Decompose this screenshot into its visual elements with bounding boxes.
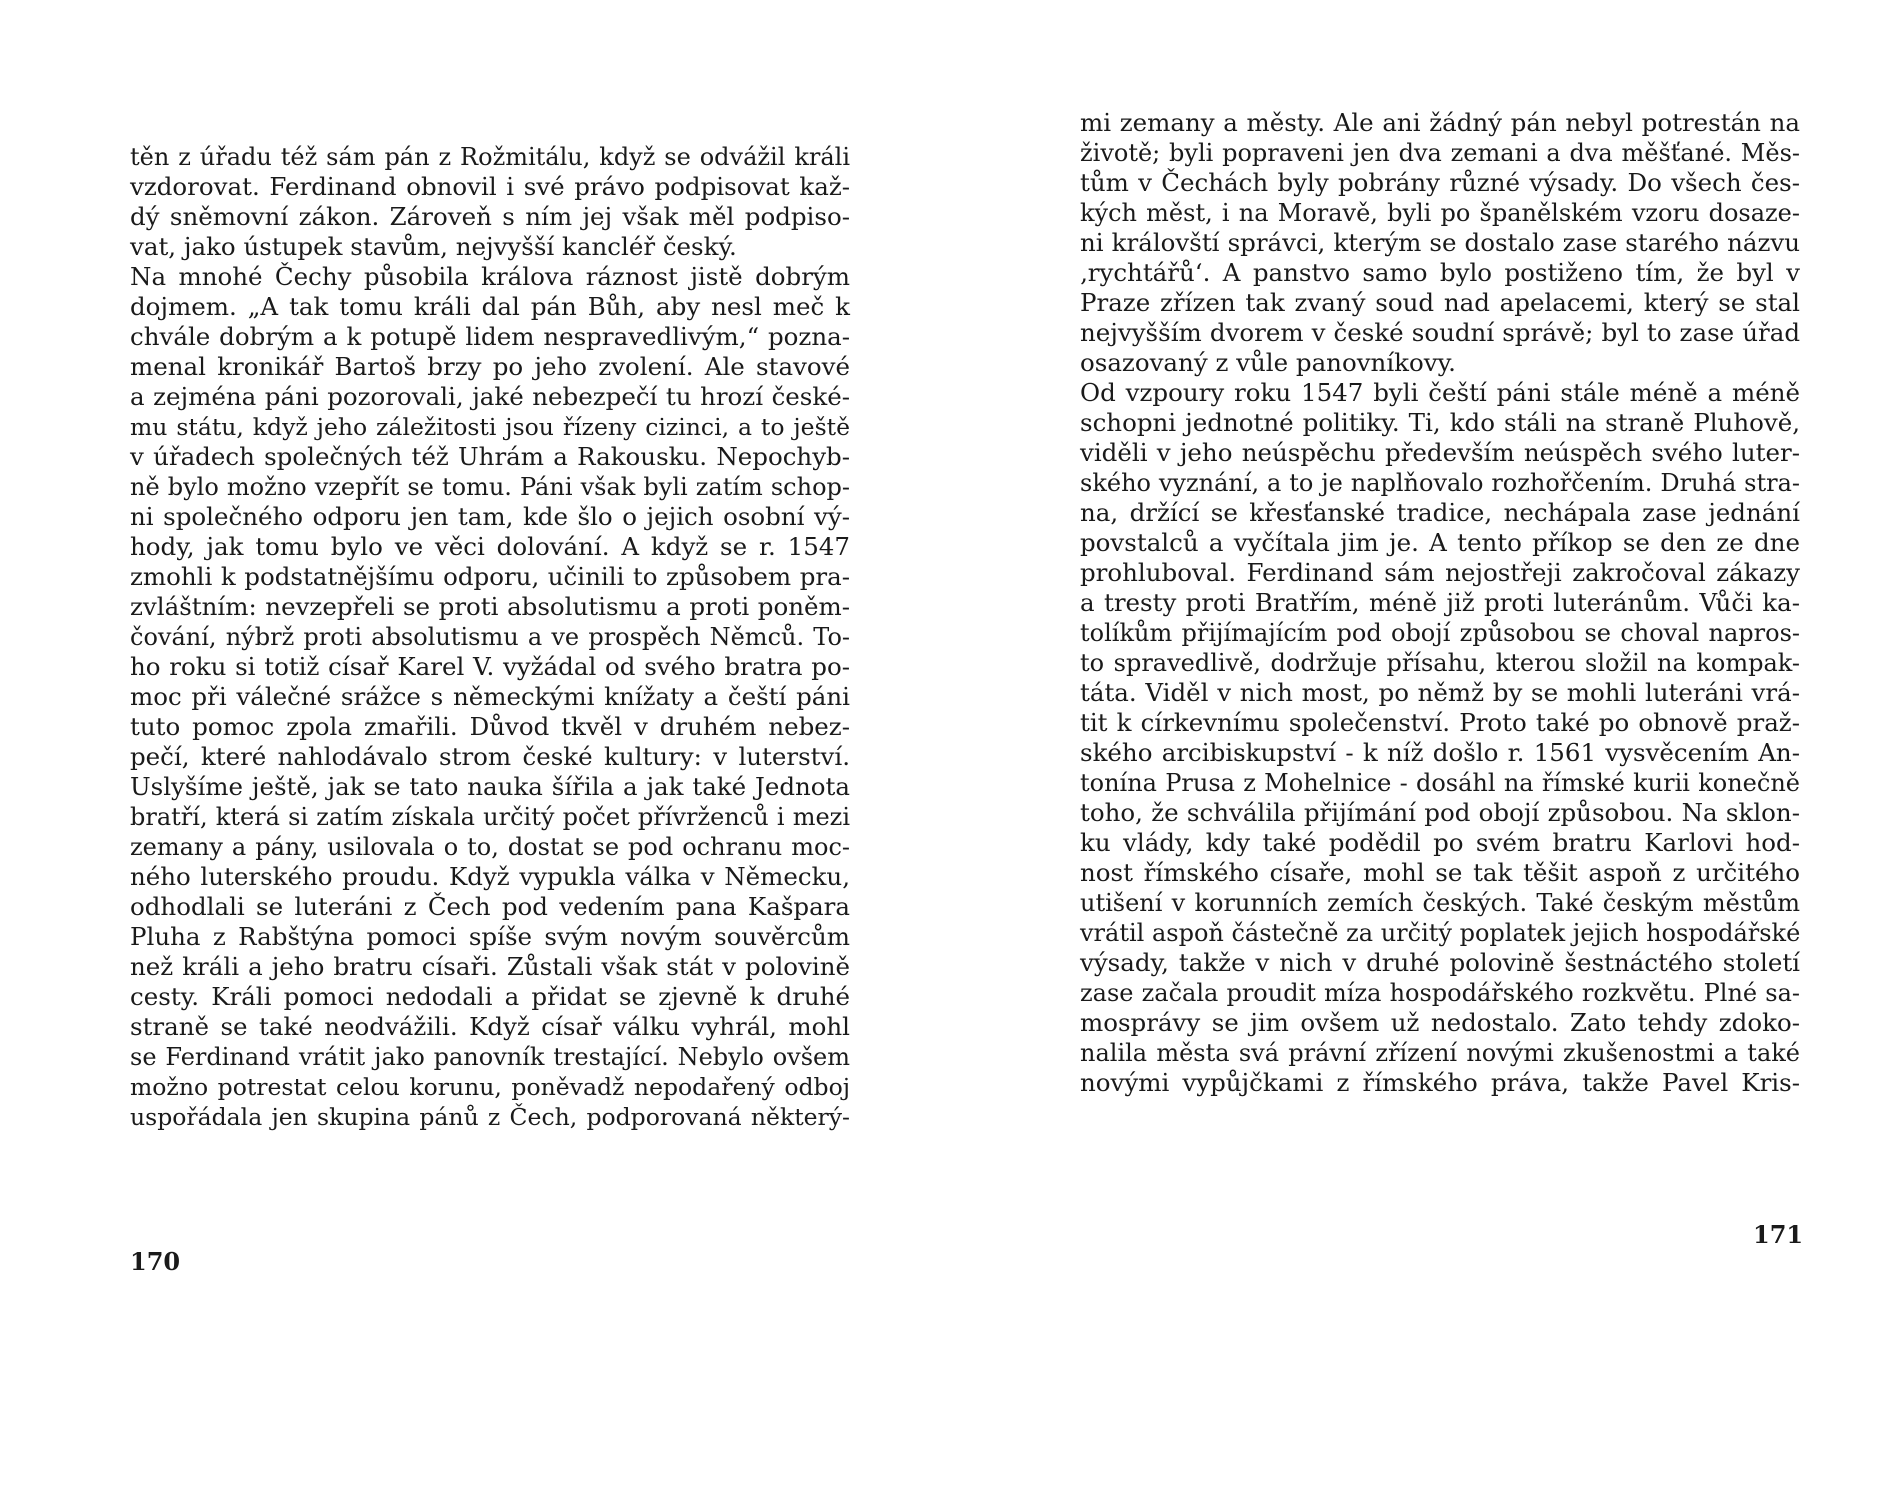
text-line: vat, jako ústupek stavům, nejvyšší kancléř český. <box>130 232 737 261</box>
text-line: tům v Čechách byly pobrány různé výsady. Do všech čes- <box>1080 168 1800 197</box>
text-line: ského arcibiskupství - k níž došlo r. 1561 vysvěcením An- <box>1080 738 1800 767</box>
text-line: odhodlali se luteráni z Čech pod vedením pana Kašpara <box>130 892 850 921</box>
text-line: dý sněmovní zákon. Zároveň s ním jej však měl podpiso- <box>130 202 850 231</box>
text-line: zemany a pány, usilovala o to, dostat se pod ochranu moc- <box>130 833 850 861</box>
text-line: viděli v jeho neúspěchu především neúspěch svého luter- <box>1080 438 1800 467</box>
text-line: prohluboval. Ferdinand sám nejostřeji zakročoval zákazy <box>1080 558 1800 587</box>
text-line: straně se také neodvážili. Když císař válku vyhrál, mohl <box>130 1012 850 1041</box>
text-line: uspořádala jen skupina pánů z Čech, podporovaná některý- <box>130 1103 850 1131</box>
right-page <box>949 0 1898 1500</box>
text-line: nejvyšším dvorem v české soudní správě; byl to zase úřad <box>1080 318 1800 347</box>
text-line: Uslyšíme ještě, jak se tato nauka šířila a jak také Jednota <box>130 772 850 801</box>
text-line: táta. Viděl v nich most, po němž by se mohli luteráni vrá- <box>1080 678 1800 707</box>
left-page-text <box>130 142 850 1132</box>
text-line: životě; byli popraveni jen dva zemani a dva měšťané. Měs- <box>1080 139 1800 167</box>
text-line: mosprávy se jim ovšem už nedostalo. Zato tehdy zdoko- <box>1080 1008 1800 1037</box>
text-line: a tresty proti Bratřím, méně již proti luteránům. Vůči ka- <box>1080 588 1800 617</box>
text-line: tuto pomoc zpola zmařili. Důvod tkvěl v druhém nebez- <box>130 712 850 741</box>
text-line: dojmem. „A tak tomu králi dal pán Bůh, aby nesl meč k <box>130 292 850 321</box>
right-page-number: 171 <box>1753 1220 1804 1249</box>
text-line: mi zemany a městy. Ale ani žádný pán nebyl potrestán na <box>1080 108 1800 137</box>
text-line: kých měst, i na Moravě, byli po španělském vzoru dosaze- <box>1080 199 1800 227</box>
text-line: než králi a jeho bratru císaři. Zůstali však stát v polovině <box>130 952 850 981</box>
text-line: ně bylo možno vzepřít se tomu. Páni však byli zatím schop- <box>130 473 850 501</box>
text-line: chvále dobrým a k potupě lidem nespravedlivým,“ pozna- <box>130 322 850 351</box>
text-line: a zejména páni pozorovali, jaké nebezpečí tu hrozí české- <box>130 382 850 411</box>
text-line: menal kronikář Bartoš brzy po jeho zvolení. Ale stavové <box>130 352 850 381</box>
text-line: těn z úřadu též sám pán z Rožmitálu, když se odvážil králi <box>130 143 850 171</box>
text-line: vzdorovat. Ferdinand obnovil i své právo podpisovat kaž- <box>130 172 850 201</box>
text-line: vrátil aspoň částečně za určitý poplatek jejich hospodářské <box>1080 919 1801 947</box>
text-line: nalila města svá právní zřízení novými zkušenostmi a také <box>1080 1039 1800 1067</box>
text-line: čování, nýbrž proti absolutismu a ve prospěch Němců. To- <box>130 623 850 651</box>
text-line: na, držící se křesťanské tradice, nechápala zase jednání <box>1080 498 1800 527</box>
text-line: toho, že schválila přijímání pod obojí způsobou. Na sklon- <box>1080 798 1800 827</box>
text-line: cesty. Králi pomoci nedodali a přidat se zjevně k druhé <box>130 982 850 1011</box>
text-line: Pluha z Rabštýna pomoci spíše svým novým souvěrcům <box>130 922 850 951</box>
text-line: povstalců a vyčítala jim je. A tento příkop se den ze dne <box>1080 528 1800 557</box>
text-line: novými vypůjčkami z římského práva, takže Pavel Kris- <box>1080 1068 1800 1097</box>
text-line: ku vlády, kdy také podědil po svém bratru Karlovi hod- <box>1080 828 1800 857</box>
text-line: utišení v korunních zemích českých. Také českým městům <box>1080 889 1800 917</box>
left-page-number: 170 <box>130 1247 181 1276</box>
text-line: nost římského císaře, mohl se tak těšit aspoň z určitého <box>1080 858 1800 887</box>
text-line: schopni jednotné politiky. Ti, kdo stáli na straně Pluhově, <box>1080 408 1800 437</box>
text-line: se Ferdinand vrátit jako panovník trestající. Nebylo ovšem <box>130 1043 850 1071</box>
text-line: bratří, která si zatím získala určitý počet přívrženců i mezi <box>130 803 850 831</box>
text-line: tit k církevnímu společenství. Proto také po obnově praž- <box>1080 708 1800 737</box>
text-line: ni společného odporu jen tam, kde šlo o jejich osobní vý- <box>130 502 850 531</box>
text-line: ného luterského proudu. Když vypukla válka v Německu, <box>130 862 850 891</box>
text-line: ského vyznání, a to je naplňovalo rozhořčením. Druhá stra- <box>1080 469 1800 497</box>
text-line: zmohli k podstatnějšímu odporu, učinili to způsobem pra- <box>130 562 850 591</box>
text-line: v úřadech společných též Uhrám a Rakousku. Nepochyb- <box>130 442 850 471</box>
text-line: mu státu, když jeho záležitosti jsou řízeny cizinci, a to ještě <box>130 413 850 441</box>
text-line: Praze zřízen tak zvaný soud nad apelacemi, který se stal <box>1080 288 1800 317</box>
text-line: výsady, takže v nich v druhé polovině šestnáctého století <box>1080 948 1800 977</box>
text-line: osazovaný z vůle panovníkovy. <box>1080 348 1456 377</box>
right-page-text <box>1080 108 1800 1098</box>
text-line: zase začala proudit míza hospodářského rozkvětu. Plné sa- <box>1080 979 1800 1007</box>
text-line: tolíkům přijímajícím pod obojí způsobou se choval napros- <box>1080 619 1800 647</box>
text-line: ni královští správci, kterým se dostalo zase starého názvu <box>1080 228 1800 257</box>
text-line: zvláštním: nevzepřeli se proti absolutismu a proti poněm- <box>130 592 850 621</box>
text-line: ‚rychtářů‘. A panstvo samo bylo postiženo tím, že byl v <box>1080 258 1800 287</box>
text-line: Na mnohé Čechy působila králova ráznost jistě dobrým <box>130 262 850 291</box>
text-line: moc při válečné srážce s německými knížaty a čeští páni <box>130 682 850 711</box>
text-line: Od vzpoury roku 1547 byli čeští páni stále méně a méně <box>1080 378 1800 407</box>
text-line: možno potrestat celou korunu, poněvadž nepodařený odboj <box>130 1073 850 1101</box>
text-line: tonína Prusa z Mohelnice - dosáhl na římské kurii konečně <box>1080 769 1800 797</box>
text-line: pečí, které nahlodávalo strom české kultury: v luterství. <box>130 742 850 771</box>
text-line: hody, jak tomu bylo ve věci dolování. A když se r. 1547 <box>130 532 850 561</box>
text-line: ho roku si totiž císař Karel V. vyžádal od svého bratra po- <box>130 652 850 681</box>
text-line: to spravedlivě, dodržuje přísahu, kterou složil na kompak- <box>1080 649 1800 677</box>
